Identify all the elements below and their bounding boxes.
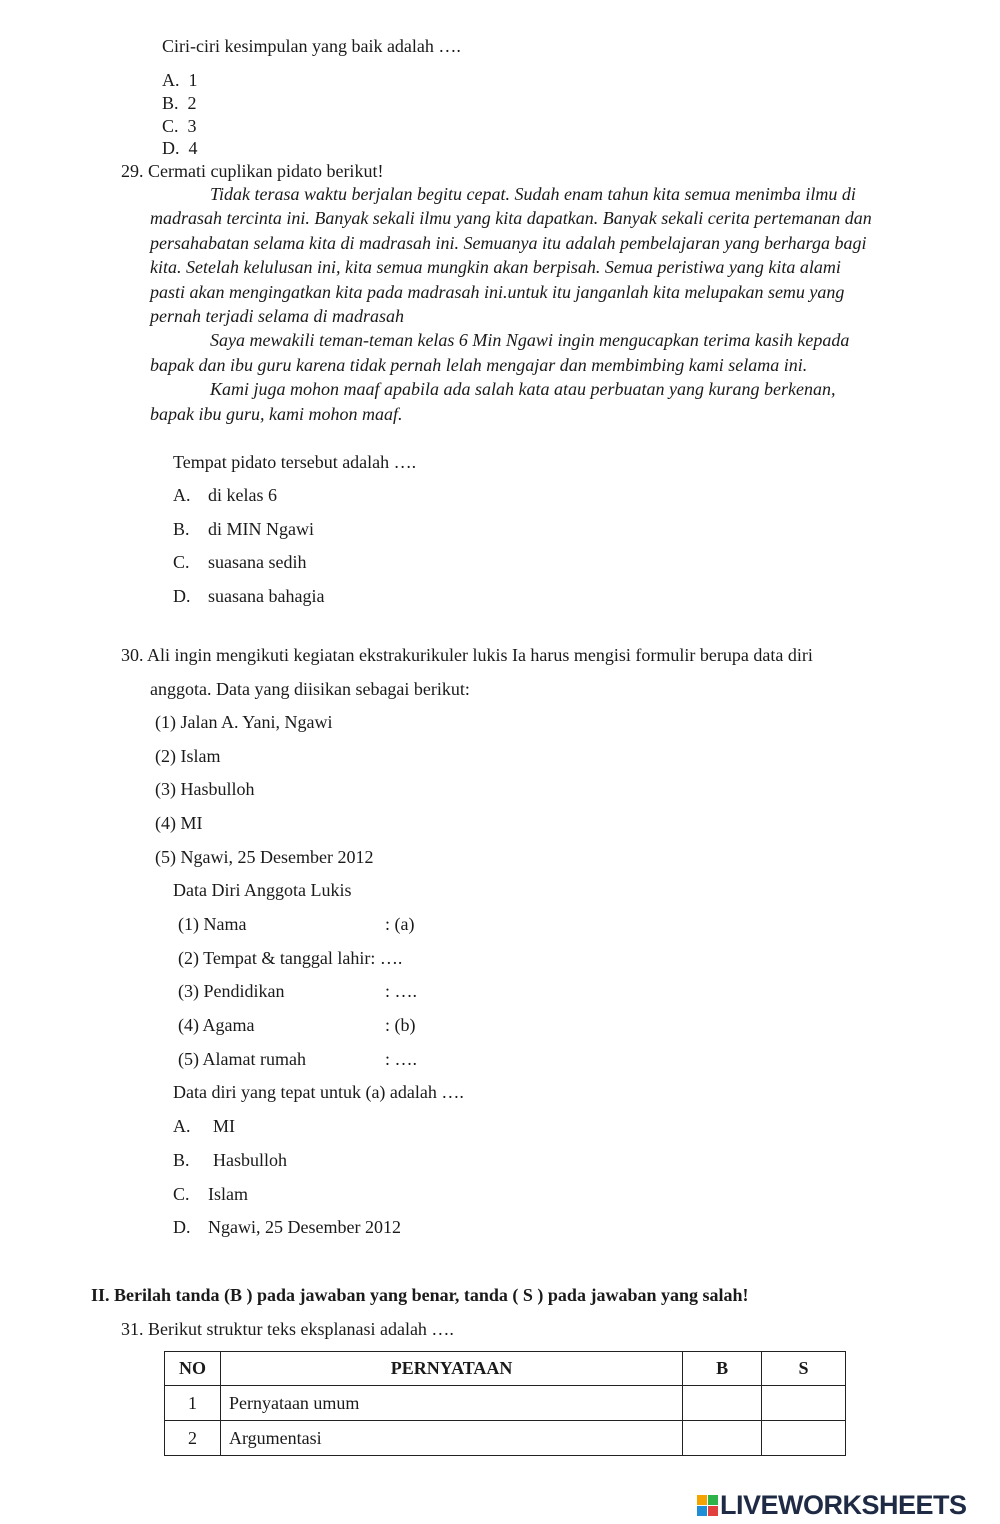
row-statement: Argumentasi bbox=[220, 1421, 682, 1456]
option-letter: B. bbox=[173, 1150, 190, 1170]
q30-option-d[interactable] bbox=[173, 1216, 401, 1238]
answer-cell-b[interactable] bbox=[683, 1386, 762, 1421]
q29-option-c[interactable] bbox=[173, 551, 306, 573]
option-text: di kelas 6 bbox=[208, 485, 277, 505]
q30-line-2: anggota. Data yang diisikan sebagai berikut: bbox=[150, 679, 470, 699]
option-letter: D. bbox=[162, 138, 180, 158]
table-row bbox=[165, 1421, 846, 1456]
table-header-row bbox=[165, 1352, 846, 1386]
header-no: NO bbox=[165, 1352, 221, 1386]
logo-square bbox=[697, 1506, 707, 1516]
option-letter: B. bbox=[162, 93, 179, 113]
option-text: Hasbulloh bbox=[213, 1150, 287, 1170]
logo-square bbox=[708, 1495, 718, 1505]
question-number: 31. bbox=[121, 1319, 144, 1339]
header-true: B bbox=[683, 1352, 762, 1386]
q29-option-b[interactable] bbox=[173, 518, 314, 540]
q31-question: Berikut struktur teks eksplanasi adalah …. bbox=[148, 1319, 454, 1339]
data-item-2: (2) Islam bbox=[155, 746, 221, 766]
form-field-label: (5) Alamat rumah bbox=[178, 1049, 306, 1069]
q30-option-a[interactable] bbox=[173, 1115, 235, 1137]
logo-text: LIVEWORKSHEETS bbox=[720, 1489, 967, 1520]
option-text: 3 bbox=[187, 116, 197, 136]
form-field-label: (1) Nama bbox=[178, 914, 247, 934]
option-text: MI bbox=[213, 1116, 235, 1136]
form-field-label: (2) Tempat & tanggal lahir: …. bbox=[178, 948, 403, 968]
option-letter: C. bbox=[173, 1184, 190, 1204]
section-2-heading: II. Berilah tanda (B ) pada jawaban yang benar, tanda ( S ) pada jawaban yang salah! bbox=[91, 1285, 749, 1305]
q28-question: Ciri-ciri kesimpulan yang baik adalah …. bbox=[162, 36, 461, 56]
option-letter: A. bbox=[173, 485, 191, 505]
q31-heading bbox=[121, 1318, 454, 1340]
q30-option-c[interactable] bbox=[173, 1183, 248, 1205]
q28-option-b[interactable] bbox=[162, 92, 197, 114]
option-text: suasana bahagia bbox=[208, 586, 325, 606]
row-statement: Pernyataan umum bbox=[220, 1386, 682, 1421]
answer-cell-b[interactable] bbox=[683, 1421, 762, 1456]
row-number: 2 bbox=[165, 1421, 221, 1456]
passage-paragraph-3: Kami juga mohon maaf apabila ada salah kata atau perbuatan yang kurang berkenan, bapak ibu guru, kami mohon maaf. bbox=[150, 379, 836, 424]
option-text: Ngawi, 25 Desember 2012 bbox=[208, 1217, 401, 1237]
q29-option-a[interactable] bbox=[173, 484, 277, 506]
logo-square bbox=[708, 1506, 718, 1516]
form-field-value: : …. bbox=[385, 1049, 418, 1069]
option-letter: A. bbox=[162, 70, 180, 90]
q30-option-b[interactable] bbox=[173, 1149, 287, 1171]
answer-cell-s[interactable] bbox=[762, 1386, 846, 1421]
option-letter: B. bbox=[173, 519, 190, 539]
form-title: Data Diri Anggota Lukis bbox=[173, 880, 352, 900]
answer-cell-s[interactable] bbox=[762, 1421, 846, 1456]
q28-option-a[interactable] bbox=[162, 69, 198, 91]
speech-passage bbox=[150, 182, 880, 426]
question-number: 30. bbox=[121, 645, 144, 665]
option-text: 1 bbox=[188, 70, 198, 90]
form-field-value: : …. bbox=[385, 981, 418, 1001]
q28-option-c[interactable] bbox=[162, 115, 197, 137]
liveworksheets-logo[interactable] bbox=[697, 1486, 967, 1524]
option-letter: C. bbox=[162, 116, 179, 136]
form-field-value: : (b) bbox=[385, 1015, 416, 1035]
q30-question: Data diri yang tepat untuk (a) adalah …. bbox=[173, 1082, 464, 1102]
form-field-label: (4) Agama bbox=[178, 1015, 255, 1035]
logo-square bbox=[697, 1495, 707, 1505]
row-number: 1 bbox=[165, 1386, 221, 1421]
option-text: di MIN Ngawi bbox=[208, 519, 314, 539]
data-item-5: (5) Ngawi, 25 Desember 2012 bbox=[155, 847, 374, 867]
option-text: suasana sedih bbox=[208, 552, 307, 572]
header-statement: PERNYATAAN bbox=[220, 1352, 682, 1386]
option-letter: D. bbox=[173, 586, 191, 606]
option-text: 4 bbox=[188, 138, 198, 158]
q29-intro: Cermati cuplikan pidato berikut! bbox=[148, 161, 384, 181]
q29-heading bbox=[121, 160, 383, 182]
table-row bbox=[165, 1386, 846, 1421]
liveworksheets-logo-icon bbox=[697, 1495, 718, 1516]
option-letter: C. bbox=[173, 552, 190, 572]
data-item-1: (1) Jalan A. Yani, Ngawi bbox=[155, 712, 333, 732]
header-false: S bbox=[762, 1352, 846, 1386]
answer-table bbox=[164, 1351, 846, 1456]
q30-text: Ali ingin mengikuti kegiatan ekstrakurikuler lukis Ia harus mengisi formulir berupa data diri bbox=[147, 645, 813, 665]
passage-paragraph-2: Saya mewakili teman-teman kelas 6 Min Ngawi ingin mengucapkan terima kasih kepada bapak dan ibu guru karena tidak pernah lelah mengajar dan membimbing kami selama ini. bbox=[150, 330, 850, 375]
option-text: Islam bbox=[208, 1184, 248, 1204]
q30-line-1 bbox=[121, 644, 813, 666]
q29-option-d[interactable] bbox=[173, 585, 324, 607]
data-item-3: (3) Hasbulloh bbox=[155, 779, 255, 799]
option-text: 2 bbox=[187, 93, 197, 113]
option-letter: A. bbox=[173, 1116, 191, 1136]
q29-question: Tempat pidato tersebut adalah …. bbox=[173, 452, 417, 472]
option-letter: D. bbox=[173, 1217, 191, 1237]
question-number: 29. bbox=[121, 161, 144, 181]
data-item-4: (4) MI bbox=[155, 813, 203, 833]
passage-paragraph-1: Tidak terasa waktu berjalan begitu cepat. Sudah enam tahun kita semua menimba ilmu di madrasah tercinta ini. Banyak sekali ilmu yang kita dapatkan. Banyak sekali cerita pertemanan dan persahabatan selama kita di madrasah ini. Semuanya itu adalah pembelajaran yang berharga bagi kita. Setelah kelulusan ini, kita semua mungkin akan berpisah. Semua peristiwa yang kita alami pasti akan mengingatkan kita pada madrasah ini.untuk itu janganlah kita melupakan semu yang pernah terjadi selama di madrasah bbox=[150, 184, 872, 327]
form-field-label: (3) Pendidikan bbox=[178, 981, 285, 1001]
form-field-value: : (a) bbox=[385, 914, 415, 934]
q28-option-d[interactable] bbox=[162, 137, 198, 159]
